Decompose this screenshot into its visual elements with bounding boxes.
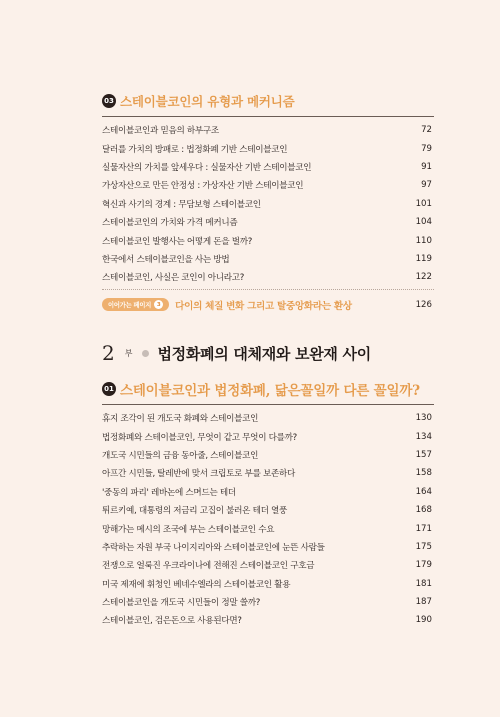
toc-entries — [102, 409, 434, 630]
entry-title: 튀르키예, 대통령의 저금리 고집이 불러온 테더 열풍 — [102, 506, 288, 517]
entry-page: 101 — [415, 198, 432, 209]
badge-number: 3 — [154, 300, 163, 309]
entry-title: 가상자산으로 만든 안정성 : 가상자산 기반 스테이블코인 — [102, 181, 304, 192]
section-number-badge: 03 — [102, 94, 116, 108]
toc-entry[interactable] — [102, 268, 434, 286]
entry-page: 122 — [415, 272, 432, 283]
entry-page: 181 — [415, 578, 432, 589]
dotted-divider — [102, 289, 434, 290]
entry-page: 157 — [415, 449, 432, 460]
section-title: 스테이블코인의 유형과 메커니즘 — [120, 94, 295, 109]
toc-entries — [102, 121, 434, 287]
entry-title: 망해가는 메시의 조국에 부는 스테이블코인 수요 — [102, 524, 275, 535]
toc-entry[interactable] — [102, 213, 434, 231]
toc-entry[interactable] — [102, 158, 434, 176]
toc-entry[interactable] — [102, 121, 434, 139]
entry-page: 175 — [415, 541, 432, 552]
toc-entry[interactable] — [102, 501, 434, 519]
entry-title: 스테이블코인, 사실은 코인이 아니라고? — [102, 273, 245, 284]
entry-title: 한국에서 스테이블코인을 사는 방법 — [102, 254, 230, 265]
entry-title: 미국 제재에 휘청인 베네수엘라의 스테이블코인 활용 — [102, 579, 291, 590]
entry-title: 전쟁으로 얼룩진 우크라이나에 전해진 스테이블코인 구호금 — [102, 561, 315, 572]
entry-title: 스테이블코인을 개도국 시민들이 정말 쓸까? — [102, 598, 261, 609]
entry-page: 168 — [415, 505, 432, 516]
toc-entry[interactable] — [102, 446, 434, 464]
toc-entry[interactable] — [102, 250, 434, 268]
section-rule — [102, 404, 434, 405]
entry-page: 171 — [415, 523, 432, 534]
entry-title: 달러를 가치의 방패로 : 법정화폐 기반 스테이블코인 — [102, 144, 288, 155]
entry-title: '중동의 파리' 레바논에 스며드는 테더 — [102, 487, 236, 498]
toc-entry[interactable] — [102, 556, 434, 574]
entry-title: 혁신과 사기의 경계 : 무담보형 스테이블코인 — [102, 199, 261, 210]
entry-page: 110 — [415, 235, 432, 246]
toc-entry[interactable] — [102, 139, 434, 157]
entry-title: 스테이블코인 발행사는 어떻게 돈을 벌까? — [102, 236, 253, 247]
entry-title: 스테이블코인과 믿음의 하부구조 — [102, 126, 219, 137]
entry-title: 휴지 조각이 된 개도국 화폐와 스테이블코인 — [102, 414, 259, 425]
toc-entry[interactable] — [102, 538, 434, 556]
entry-page: 91 — [421, 161, 432, 172]
part-label: 부 — [124, 348, 133, 358]
entry-title: 법정화폐와 스테이블코인, 무엇이 같고 무엇이 다를까? — [102, 432, 297, 443]
entry-title: 스테이블코인의 가치와 가격 메커니즘 — [102, 218, 238, 229]
entry-page: 158 — [415, 468, 432, 479]
toc-entry[interactable] — [102, 195, 434, 213]
entry-page: 119 — [415, 253, 432, 264]
badge-label: 이어가는 페이지 — [108, 302, 152, 310]
toc-entry[interactable] — [102, 575, 434, 593]
entry-page: 190 — [415, 615, 432, 626]
entry-page: 164 — [415, 486, 432, 497]
part-number: 2 — [102, 341, 115, 365]
toc-entry[interactable] — [102, 464, 434, 482]
entry-title: 추락하는 자원 부국 나이지리아와 스테이블코인에 눈뜬 사람들 — [102, 542, 325, 553]
part-title: 법정화폐의 대체재와 보완재 사이 — [157, 344, 371, 363]
toc-entry[interactable] — [102, 409, 434, 427]
part-heading — [102, 338, 434, 368]
toc-section-01 — [102, 378, 434, 630]
toc-entry[interactable] — [102, 231, 434, 249]
toc-entry[interactable] — [102, 611, 434, 629]
toc-entry[interactable] — [102, 427, 434, 445]
toc-entry[interactable] — [102, 483, 434, 501]
toc-entry[interactable] — [102, 176, 434, 194]
extra-title: 다이의 체질 변화 그리고 탈중앙화라는 환상 — [175, 300, 352, 312]
entry-title: 아프간 시민들, 탈레반에 맞서 크립토로 부를 보존하다 — [102, 469, 296, 480]
toc-entry[interactable] — [102, 519, 434, 537]
section-header — [102, 90, 434, 112]
section-rule — [102, 116, 434, 117]
entry-page: 79 — [421, 143, 432, 154]
extra-page: 126 — [415, 299, 432, 310]
section-title: 스테이블코인과 법정화폐, 닮은꼴일까 다른 꼴일까? — [120, 383, 420, 399]
entry-page: 187 — [415, 597, 432, 608]
entry-title: 실물자산의 가치를 앞세우다 : 실물자산 기반 스테이블코인 — [102, 162, 312, 173]
continuing-page-badge — [102, 298, 169, 311]
entry-page: 179 — [415, 560, 432, 571]
toc-section-03 — [102, 90, 434, 316]
toc-extra-entry[interactable] — [102, 294, 434, 316]
entry-title: 스테이블코인, 검은돈으로 사용된다면? — [102, 616, 242, 627]
toc-entry[interactable] — [102, 593, 434, 611]
entry-page: 97 — [421, 180, 432, 191]
section-header — [102, 378, 434, 400]
section-number-badge: 01 — [102, 382, 116, 396]
part-dot-icon — [142, 350, 149, 357]
entry-page: 72 — [421, 125, 432, 136]
entry-title: 개도국 시민들의 금융 동아줄, 스테이블코인 — [102, 450, 259, 461]
entry-page: 134 — [415, 431, 432, 442]
entry-page: 130 — [415, 413, 432, 424]
entry-page: 104 — [415, 217, 432, 228]
